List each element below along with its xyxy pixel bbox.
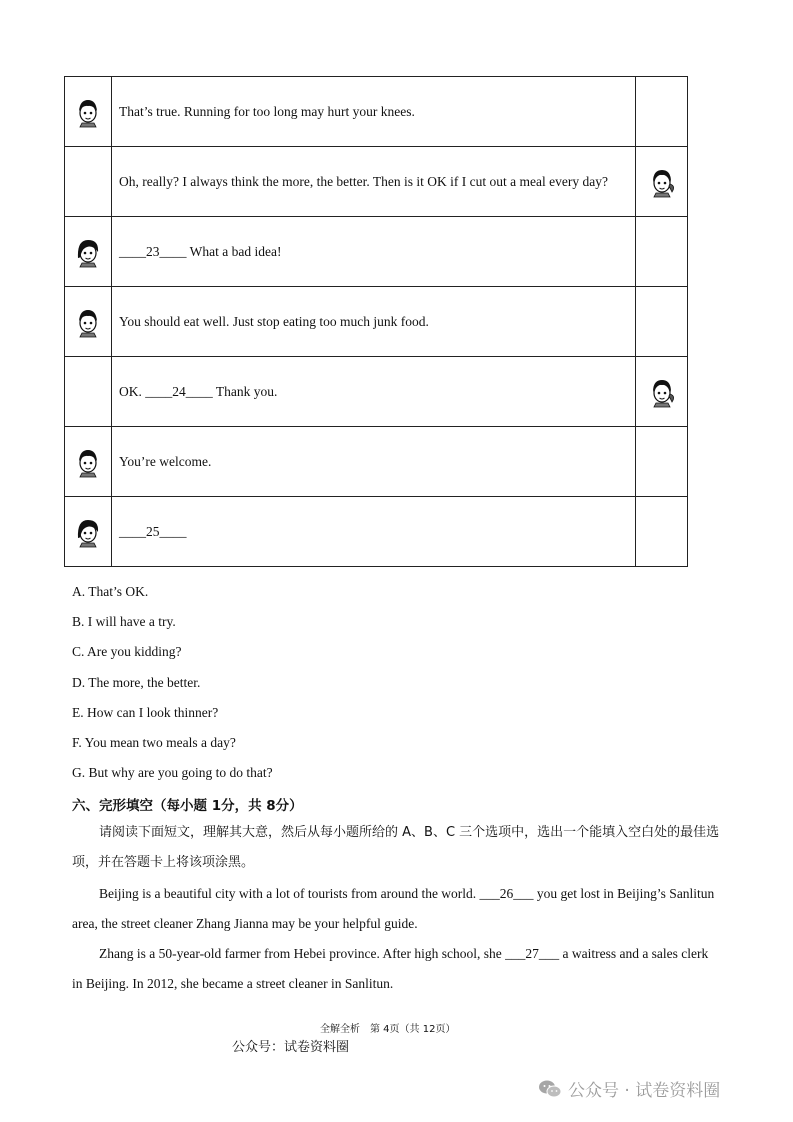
dialogue-row: [65, 147, 688, 217]
passage-text-1: Beijing is a beautiful city with a lot of tourists from around the world. ___26___ you get lost in Beijing’s Sanlitun area, the street cleaner Zhang Jianna may be your helpful guide.: [72, 886, 715, 931]
dialogue-row: [65, 287, 688, 357]
dialogue-text: OK. ____24____ Thank you.: [112, 357, 636, 427]
watermark: [538, 1076, 720, 1101]
avatar-cell-right: [636, 147, 688, 217]
avatar-cell-left: [65, 287, 112, 357]
avatar-cell-right: [636, 217, 688, 287]
avatar-cell-left: [65, 217, 112, 287]
option-g: G. But why are you going to do that?: [72, 765, 273, 781]
dialogue-text: Oh, really? I always think the more, the better. Then is it OK if I cut out a meal every day?: [112, 147, 636, 217]
passage-text-2: Zhang is a 50-year-old farmer from Hebei province. After high school, she ___27___ a waitress and a sales clerk in Beijing. In 2012, she became a street cleaner in Sanlitun.: [72, 946, 709, 991]
avatar-cell-left: [65, 357, 112, 427]
avatar-cell-right: [636, 287, 688, 357]
boy-avatar-icon: [65, 306, 111, 338]
dialogue-text: ____23____ What a bad idea!: [112, 217, 636, 287]
option-d: D. The more, the better.: [72, 674, 201, 690]
dialogue-text: You’re welcome.: [112, 427, 636, 497]
avatar-cell-right: [636, 357, 688, 427]
avatar-cell-left: [65, 427, 112, 497]
dialogue-row: [65, 357, 688, 427]
avatar-cell-left: [65, 147, 112, 217]
boy-avatar-icon: [65, 446, 111, 478]
girl-a-avatar-icon: [65, 236, 111, 268]
option-e: E. How can I look thinner?: [72, 704, 219, 720]
passage-paragraph-1: [72, 879, 722, 939]
wechat-icon: [538, 1079, 562, 1099]
account-label: 公众号：试卷资料圈: [232, 1040, 350, 1055]
avatar-cell-right: [636, 497, 688, 567]
avatar-cell-right: [636, 77, 688, 147]
avatar-cell-left: [65, 77, 112, 147]
avatar-cell-right: [636, 427, 688, 497]
dialogue-row: [65, 497, 688, 567]
girl-b-avatar-icon: [636, 376, 687, 408]
option-b: B. I will have a try.: [72, 614, 176, 630]
dialogue-row: [65, 77, 688, 147]
watermark-text: 公众号 · 试卷资料圈: [568, 1081, 721, 1101]
option-f: F. You mean two meals a day?: [72, 734, 236, 750]
dialogue-table: [64, 76, 688, 567]
girl-a-avatar-icon: [65, 516, 111, 548]
section-title: 六、完形填空（每小题 1分，共 8分）: [72, 798, 303, 814]
dialogue-text: That’s true. Running for too long may hurt your knees.: [112, 77, 636, 147]
page-footer: 全解全析 第 4页（共 12页）: [320, 1024, 456, 1035]
dialogue-text: ____25____: [112, 497, 636, 567]
avatar-cell-left: [65, 497, 112, 567]
instruction-paragraph: [72, 818, 722, 878]
dialogue-row: [65, 217, 688, 287]
option-c: C. Are you kidding?: [72, 644, 182, 660]
option-a: A. That’s OK.: [72, 584, 149, 599]
dialogue-text: You should eat well. Just stop eating too much junk food.: [112, 287, 636, 357]
girl-b-avatar-icon: [636, 166, 687, 198]
passage-paragraph-2: [72, 939, 722, 999]
instruction-text: 请阅读下面短文，理解其大意，然后从每小题所给的 A、B、C 三个选项中，选出一个能填入空白处的最佳选项，并在答题卡上将该项涂黑。: [72, 825, 720, 870]
dialogue-row: [65, 427, 688, 497]
boy-avatar-icon: [65, 96, 111, 128]
answer-options: [72, 582, 273, 793]
